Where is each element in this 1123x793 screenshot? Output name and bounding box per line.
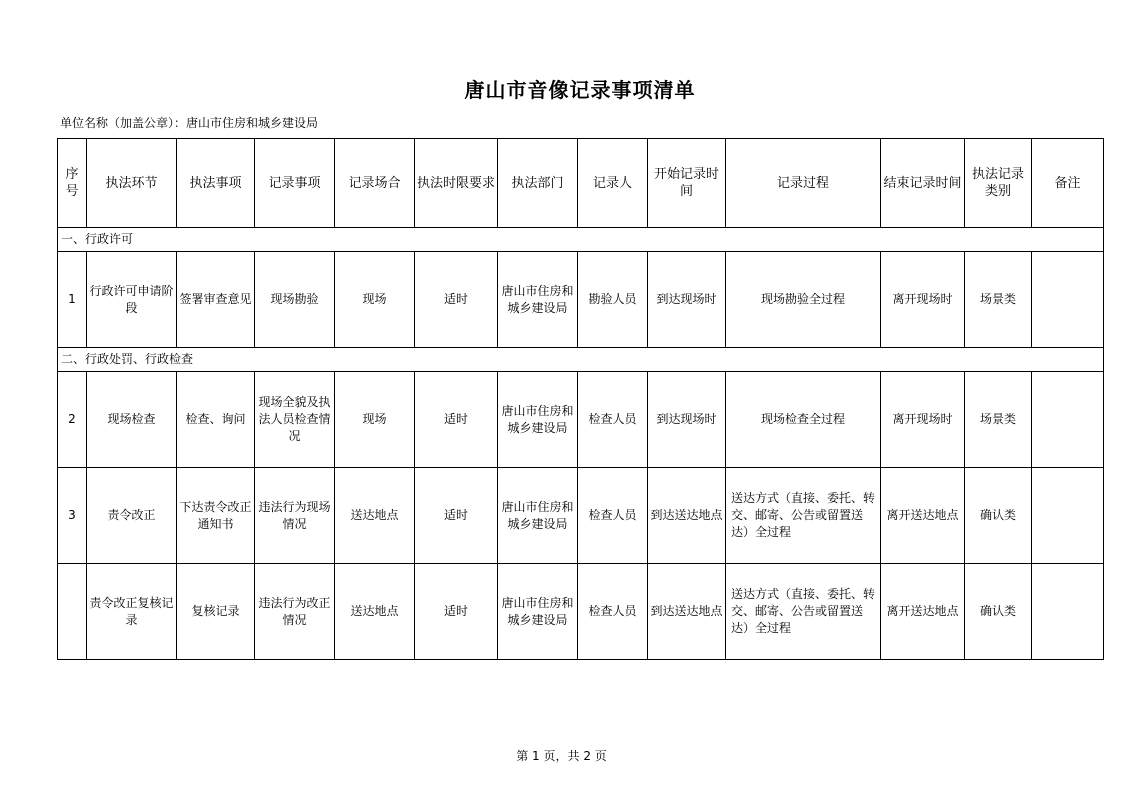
table-cell — [1032, 372, 1104, 468]
section-row-penalty-inspection — [58, 348, 1104, 372]
table-cell: 检查人员 — [578, 468, 648, 564]
table-cell: 责令改正复核记录 — [87, 564, 177, 660]
table-header-row — [58, 139, 1104, 228]
table-cell: 现场 — [335, 372, 415, 468]
records-table — [57, 138, 1104, 660]
header-cell: 记录场合 — [335, 139, 415, 228]
table-cell: 现场 — [335, 252, 415, 348]
table-row — [58, 252, 1104, 348]
table-cell: 勘验人员 — [578, 252, 648, 348]
table-cell: 场景类 — [965, 372, 1032, 468]
table-cell: 责令改正 — [87, 468, 177, 564]
table-cell — [58, 564, 87, 660]
section-row-administrative-permit — [58, 228, 1104, 252]
table-cell: 检查人员 — [578, 372, 648, 468]
table-cell: 适时 — [415, 252, 498, 348]
header-cell: 执法事项 — [177, 139, 255, 228]
table-cell: 违法行为现场情况 — [255, 468, 335, 564]
table-cell: 复核记录 — [177, 564, 255, 660]
table-cell: 1 — [58, 252, 87, 348]
table-cell — [1032, 252, 1104, 348]
page-footer: 第 1 页，共 2 页 — [516, 749, 607, 763]
table-cell: 到达现场时 — [648, 372, 726, 468]
table-cell: 离开现场时 — [881, 372, 965, 468]
table-row — [58, 372, 1104, 468]
table-cell: 到达送达地点 — [648, 564, 726, 660]
table-cell: 适时 — [415, 372, 498, 468]
table-cell: 现场全貌及执法人员检查情况 — [255, 372, 335, 468]
section-title: 二、行政处罚、行政检查 — [58, 348, 1104, 372]
header-cell: 备注 — [1032, 139, 1104, 228]
table-row — [58, 468, 1104, 564]
table-cell: 唐山市住房和城乡建设局 — [498, 252, 578, 348]
header-cell: 执法时限要求 — [415, 139, 498, 228]
table-row — [58, 564, 1104, 660]
unit-name-line: 单位名称（加盖公章）：唐山市住房和城乡建设局 — [60, 116, 319, 130]
header-cell: 序号 — [58, 139, 87, 228]
table-cell: 唐山市住房和城乡建设局 — [498, 468, 578, 564]
table-cell: 离开现场时 — [881, 252, 965, 348]
table-cell: 离开送达地点 — [881, 564, 965, 660]
header-cell: 记录过程 — [726, 139, 881, 228]
header-cell: 记录事项 — [255, 139, 335, 228]
table-cell: 送达方式（直接、委托、转交、邮寄、公告或留置送达）全过程 — [726, 564, 881, 660]
table-cell: 检查人员 — [578, 564, 648, 660]
table-cell: 到达送达地点 — [648, 468, 726, 564]
table-cell: 唐山市住房和城乡建设局 — [498, 372, 578, 468]
table-cell: 3 — [58, 468, 87, 564]
header-cell: 结束记录时间 — [881, 139, 965, 228]
table-cell: 检查、询问 — [177, 372, 255, 468]
table-cell: 离开送达地点 — [881, 468, 965, 564]
table-cell: 现场勘验 — [255, 252, 335, 348]
table-cell: 行政许可申请阶段 — [87, 252, 177, 348]
table-cell: 签署审查意见 — [177, 252, 255, 348]
header-cell: 执法记录类别 — [965, 139, 1032, 228]
page-title: 唐山市音像记录事项清单 — [464, 78, 696, 102]
table-cell: 2 — [58, 372, 87, 468]
table-cell: 适时 — [415, 468, 498, 564]
table-cell: 确认类 — [965, 564, 1032, 660]
table-cell: 确认类 — [965, 468, 1032, 564]
table-cell: 违法行为改正情况 — [255, 564, 335, 660]
table-cell — [1032, 468, 1104, 564]
table-cell: 现场检查 — [87, 372, 177, 468]
header-cell: 执法部门 — [498, 139, 578, 228]
table-cell: 现场检查全过程 — [726, 372, 881, 468]
header-cell: 开始记录时间 — [648, 139, 726, 228]
table-cell: 适时 — [415, 564, 498, 660]
table-cell — [1032, 564, 1104, 660]
table-cell: 到达现场时 — [648, 252, 726, 348]
header-cell: 执法环节 — [87, 139, 177, 228]
table-cell: 下达责令改正通知书 — [177, 468, 255, 564]
table-cell: 送达地点 — [335, 564, 415, 660]
header-cell: 记录人 — [578, 139, 648, 228]
table-cell: 现场勘验全过程 — [726, 252, 881, 348]
table-cell: 唐山市住房和城乡建设局 — [498, 564, 578, 660]
table-cell: 送达方式（直接、委托、转交、邮寄、公告或留置送达）全过程 — [726, 468, 881, 564]
table-cell: 场景类 — [965, 252, 1032, 348]
table-cell: 送达地点 — [335, 468, 415, 564]
section-title: 一、行政许可 — [58, 228, 1104, 252]
